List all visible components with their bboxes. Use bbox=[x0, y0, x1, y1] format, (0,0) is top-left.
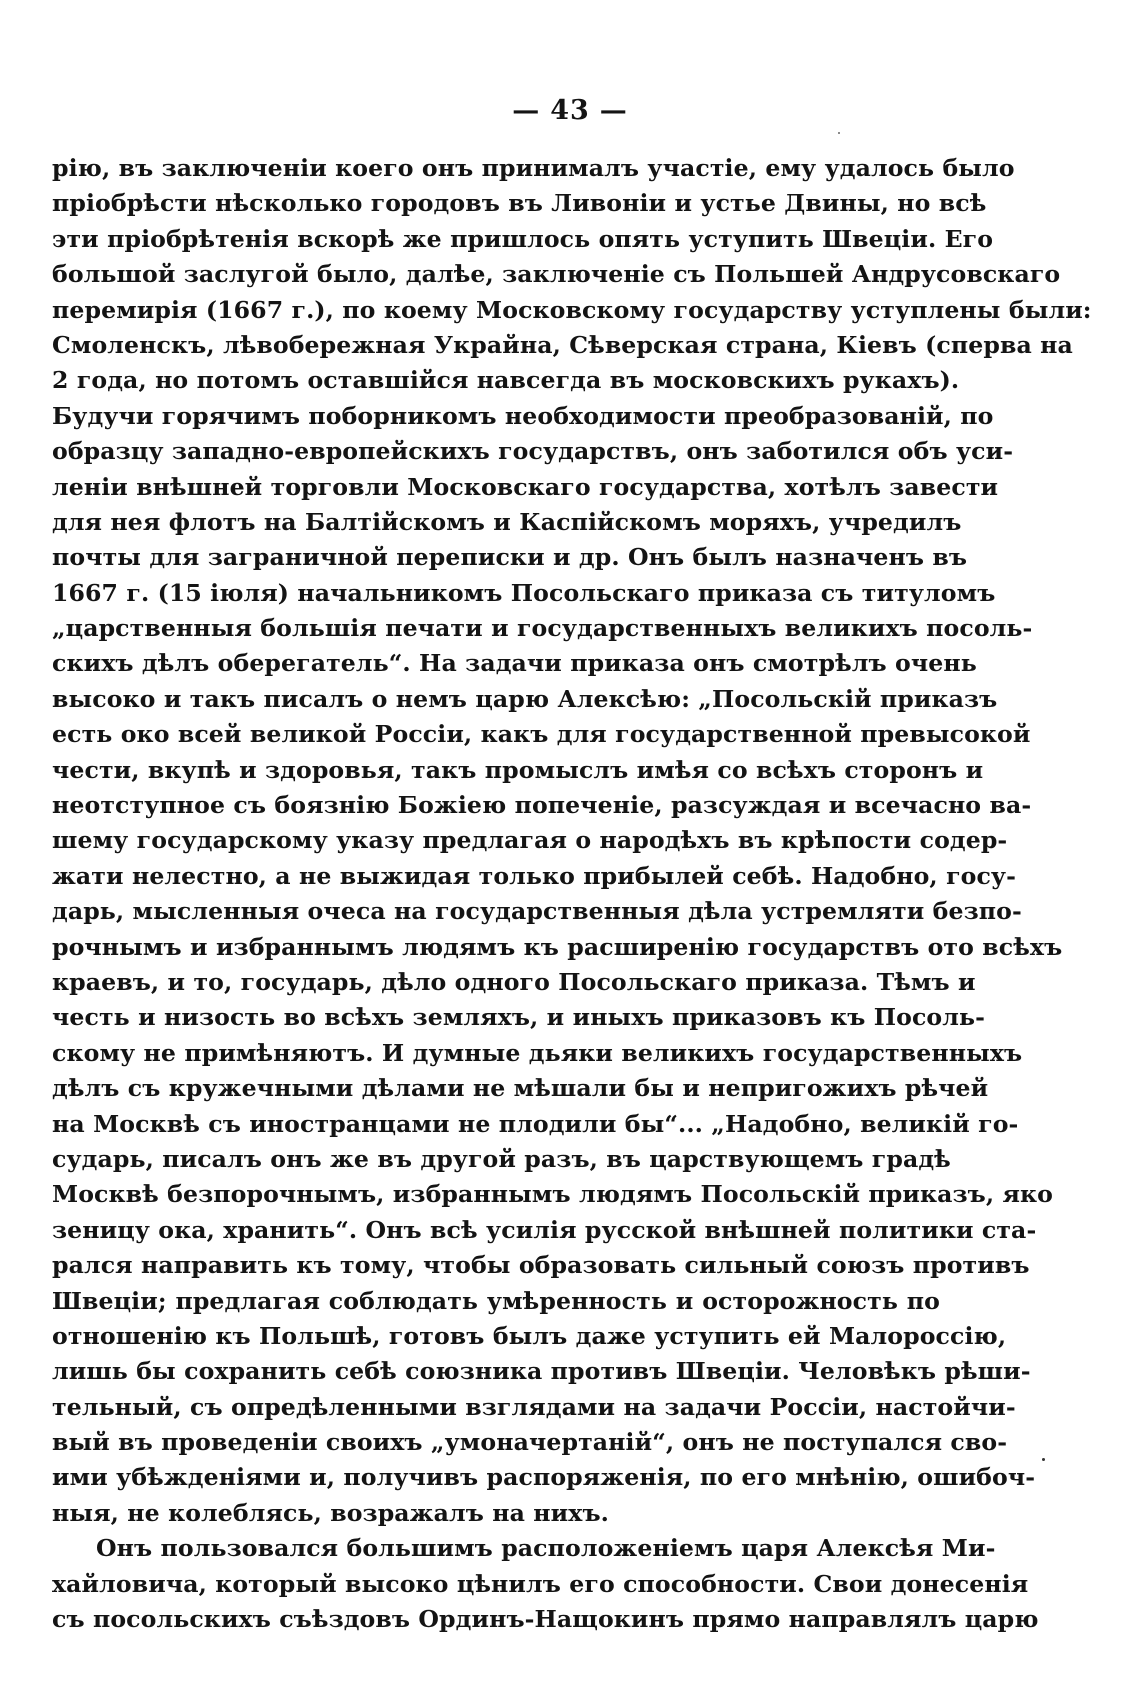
text-line: чести, вкупѣ и здоровья, такъ промыслъ имѣя со всѣхъ сторонъ и bbox=[52, 755, 984, 784]
text-line: шему государскому указу предлагая о народѣхъ въ крѣпости содер- bbox=[52, 826, 1008, 855]
text-line: „царственныя большія печати и государственныхъ великихъ посоль- bbox=[52, 614, 1033, 643]
text-line: дарь, мысленныя очеса на государственныя дѣла устремляти безпо- bbox=[52, 897, 1022, 926]
text-line: дѣлъ съ кружечными дѣлами не мѣшали бы и непригожихъ рѣчей bbox=[52, 1074, 989, 1103]
text-line: ими убѣжденіями и, получивъ распоряженія, по его мнѣнію, ошибоч- bbox=[52, 1463, 1036, 1492]
text-line: на Москвѣ съ иностранцами не плодили бы“... „Надобно, великій го- bbox=[52, 1109, 1019, 1138]
text-line: 1667 г. (15 іюля) начальникомъ Посольскаго приказа съ титуломъ bbox=[52, 578, 996, 607]
paragraph-1 bbox=[52, 151, 1092, 1531]
page-number bbox=[0, 94, 1140, 128]
text-line: Москвѣ безпорочнымъ, избраннымъ людямъ Посольскій приказъ, яко bbox=[52, 1180, 1054, 1209]
text-line: хайловича, который высоко цѣнилъ его способности. Свои донесенія bbox=[52, 1569, 1029, 1598]
text-line: пріобрѣсти нѣсколько городовъ въ Ливоніи и устье Двины, но всѣ bbox=[52, 189, 987, 218]
text-line: 2 года, но потомъ оставшійся навсегда въ московскихъ рукахъ). bbox=[52, 366, 960, 395]
text-line: эти пріобрѣтенія вскорѣ же пришлось опять уступить Швеціи. Его bbox=[52, 224, 994, 253]
page-number-dash-right: — bbox=[599, 95, 628, 126]
text-line: леніи внѣшней торговли Московскаго государства, хотѣлъ завести bbox=[52, 472, 999, 501]
text-line: есть око всей великой Россіи, какъ для государственной превысокой bbox=[52, 720, 1031, 749]
text-line: зеницу ока, хранить“. Онъ всѣ усилія русской внѣшней политики ста- bbox=[52, 1215, 1037, 1244]
text-line: жати нелестно, а не выжидая только прибылей себѣ. Надобно, госу- bbox=[52, 861, 1017, 890]
text-line: большой заслугой было, далѣе, заключеніе съ Польшей Андрусовскаго bbox=[52, 260, 1061, 289]
text-line: образцу западно-европейскихъ государствъ, онъ заботился объ уси- bbox=[52, 437, 1014, 466]
text-line: сударь, писалъ онъ же въ другой разъ, въ царствующемъ градѣ bbox=[52, 1144, 951, 1173]
text-line: перемирія (1667 г.), по коему Московскому государству уступлены были: bbox=[52, 295, 1092, 324]
text-line: вый въ проведеніи своихъ „умоначертаній“, онъ не поступался сво- bbox=[52, 1428, 1008, 1457]
scan-speck bbox=[838, 132, 840, 134]
scan-speck bbox=[1042, 1458, 1045, 1461]
text-line: рію, въ заключеніи коего онъ принималъ участіе, ему удалось было bbox=[52, 154, 1015, 182]
text-line: лишь бы сохранить себѣ союзника противъ Швеціи. Человѣкъ рѣши- bbox=[52, 1357, 1031, 1386]
paragraph-2 bbox=[52, 1531, 1039, 1637]
text-line: высоко и такъ писалъ о немъ царю Алексѣю: „Посольскій приказъ bbox=[52, 684, 998, 713]
page-number-value: 43 bbox=[550, 95, 590, 126]
text-line: для нея флотъ на Балтійскомъ и Каспійскомъ моряхъ, учредилъ bbox=[52, 507, 962, 536]
text-line: рался направить къ тому, чтобы образовать сильный союзъ противъ bbox=[52, 1251, 1030, 1280]
text-line: скому не примѣняютъ. И думные дьяки великихъ государственныхъ bbox=[52, 1038, 1023, 1067]
text-line: Будучи горячимъ поборникомъ необходимости преобразованій, по bbox=[52, 401, 994, 430]
text-line: отношенію къ Польшѣ, готовъ былъ даже уступить ей Малороссію, bbox=[52, 1321, 1007, 1350]
text-line: ныя, не колеблясь, возражалъ на нихъ. bbox=[52, 1498, 609, 1527]
text-line: съ посольскихъ съѣздовъ Ординъ-Нащокинъ прямо направлялъ царю bbox=[52, 1605, 1039, 1634]
text-line: честь и низость во всѣхъ земляхъ, и иныхъ приказовъ къ Посоль- bbox=[52, 1003, 985, 1032]
text-line: Швеціи; предлагая соблюдать умѣренность и осторожность по bbox=[52, 1286, 940, 1315]
text-line: скихъ дѣлъ оберегатель“. На задачи приказа онъ смотрѣлъ очень bbox=[52, 649, 977, 678]
text-line: почты для заграничной переписки и др. Онъ былъ назначенъ въ bbox=[52, 543, 968, 572]
page-number-dash-left: — bbox=[512, 95, 541, 126]
text-line: краевъ, и то, государь, дѣло одного Посольскаго приказа. Тѣмъ и bbox=[52, 967, 976, 996]
text-line: Смоленскъ, лѣвобережная Украйна, Сѣверская страна, Кіевъ (сперва на bbox=[52, 330, 1073, 359]
text-line: неотступное съ боязнію Божіею попеченіе, разсуждая и всечасно ва- bbox=[52, 791, 1032, 820]
text-line: рочнымъ и избраннымъ людямъ къ расширенію государствъ ото всѣхъ bbox=[52, 932, 1063, 961]
body-text bbox=[52, 151, 1092, 1637]
text-line: тельный, съ опредѣленными взглядами на задачи Россіи, настойчи- bbox=[52, 1392, 1016, 1421]
text-line: Онъ пользовался большимъ расположеніемъ царя Алексѣя Ми- bbox=[96, 1534, 996, 1563]
